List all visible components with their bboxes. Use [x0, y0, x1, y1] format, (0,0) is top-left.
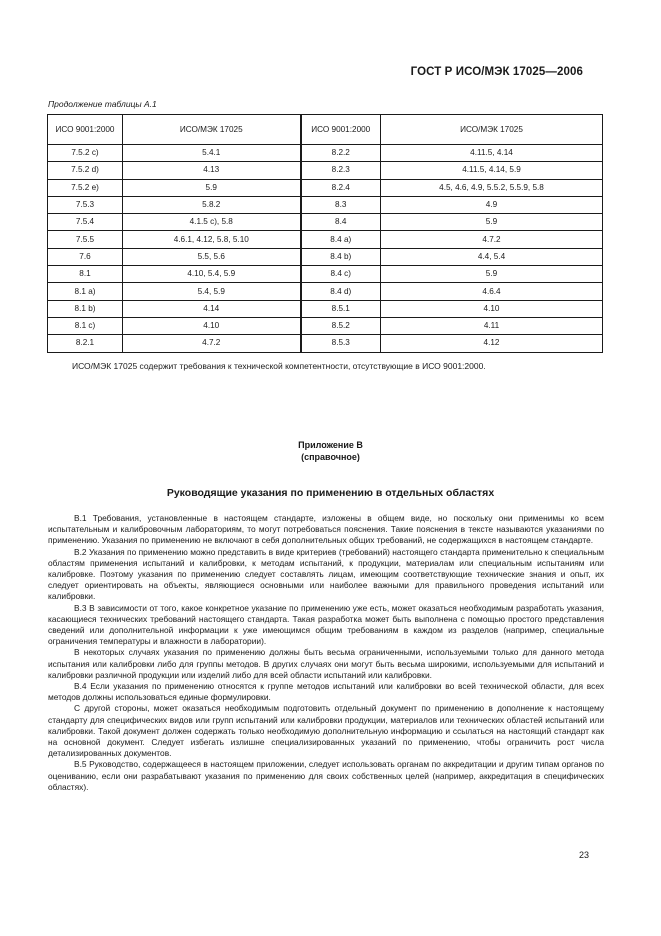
table-cell: 4.6.1, 4.12, 5.8, 5.10	[123, 231, 301, 248]
table-cell: 4.7.2	[123, 335, 301, 352]
table-row	[48, 317, 603, 334]
table-cell: 7.5.2 е)	[48, 179, 123, 196]
paragraph: В.1 Требования, установленные в настоящем стандарте, изложены в общем виде, но поскольку они применимы ко всем испытательным и калибровочным лабораториям, то могут потребоваться пояснения. Такие пояснения в тексте называются указаниями по применению. Указания по применению не включают в себя дополнительных общих требований, не содержащихся в настоящем стандарте.	[48, 513, 604, 546]
table-cell: 8.4 b)	[301, 248, 381, 265]
table-cell: 8.3	[301, 196, 381, 213]
table-cell: 5.9	[381, 214, 603, 231]
table-cell: 4.10, 5.4, 5.9	[123, 266, 301, 283]
paragraph: С другой стороны, может оказаться необходимым подготовить отдельный документ по применению в дополнение к настоящему стандарту для специфических видов или групп испытаний или калибровки продукции, материалов или технических областей испытаний или калибровки. Такой документ должен содержать только необходимую дополнительную информацию и ссылаться на настоящий стандарт как на основной документ. Следует избегать излишне специализированных указаний по применению, чтобы ограничить рост числа детализированных документов.	[48, 703, 604, 759]
table-cell: 4.4, 5.4	[381, 248, 603, 265]
table-row	[48, 196, 603, 213]
table-row	[48, 214, 603, 231]
table-cell: 4.11.5, 4.14	[381, 145, 603, 162]
paragraph: В.4 Если указания по применению относятся к группе методов испытаний или калибровки во всей технической области, для всех методов должны использоваться единые формулировки.	[48, 681, 604, 703]
table-row	[48, 248, 603, 265]
table-cell: 8.5.1	[301, 300, 381, 317]
table-cell: 5.9	[381, 266, 603, 283]
table-cell: 4.5, 4.6, 4.9, 5.5.2, 5.5.9, 5.8	[381, 179, 603, 196]
table-row	[48, 266, 603, 283]
table-cell: 8.1	[48, 266, 123, 283]
appendix-heading: Руководящие указания по применению в отдельных областях	[166, 487, 495, 499]
table-cell: 8.1 с)	[48, 317, 123, 334]
table-cell: 4.6.4	[381, 283, 603, 300]
paragraph: В.2 Указания по применению можно представить в виде критериев (требований) настоящего стандарта применительно к специальным областям применения испытаний и калибровки, к методам испытаний, к продукции, материалам или специальным испытаниям или калибровке. Поэтому указания по применению следует составлять лицам, имеющим соответствующие технические знания и опыт, их следует ориентировать на объекты, являющиеся основными или наиболее важными для правильного проведения испытаний или калибровки.	[48, 546, 604, 602]
table-header-cell: ИСО/МЭК 17025	[381, 115, 603, 145]
table-cell: 4.14	[123, 300, 301, 317]
table-row	[48, 283, 603, 300]
table-cell: 8.2.3	[301, 162, 381, 179]
table-cell: 7.5.3	[48, 196, 123, 213]
table-cell: 8.2.2	[301, 145, 381, 162]
table-header-row	[48, 115, 603, 145]
table-cell: 4.9	[381, 196, 603, 213]
table-cell: 5.4.1	[123, 145, 301, 162]
table-cell: 4.10	[381, 300, 603, 317]
table-cell: 5.8.2	[123, 196, 301, 213]
table-cell: 8.4 с)	[301, 266, 381, 283]
table-cell: 8.2.1	[48, 335, 123, 352]
table-header-cell: ИСО 9001:2000	[48, 115, 123, 145]
body-text	[48, 513, 604, 793]
table-cell: 7.5.4	[48, 214, 123, 231]
table-cell: 5.5, 5.6	[123, 248, 301, 265]
table-header-cell: ИСО/МЭК 17025	[123, 115, 301, 145]
table-cell: 5.4, 5.9	[123, 283, 301, 300]
table-cell: 8.4	[301, 214, 381, 231]
table-cell: 5.9	[123, 179, 301, 196]
table-row	[48, 145, 603, 162]
table-cell: 8.4 а)	[301, 231, 381, 248]
table-note: ИСО/МЭК 17025 содержит требования к технической компетентности, отсутствующие в ИСО 9001:2000.	[72, 361, 486, 371]
table-cell: 4.12	[381, 335, 603, 352]
table-header-cell: ИСО 9001:2000	[301, 115, 381, 145]
table-cell: 8.1 а)	[48, 283, 123, 300]
table-cell: 4.11.5, 4.14, 5.9	[381, 162, 603, 179]
table-cell: 8.1 b)	[48, 300, 123, 317]
table-cell: 4.13	[123, 162, 301, 179]
table-cell: 8.5.3	[301, 335, 381, 352]
paragraph: В.3 В зависимости от того, какое конкретное указание по применению уже есть, может оказаться необходимым разработать указания, касающиеся технических требований настоящего стандарта. Такая разработка может быть выполнена с помощью простого представления сведений или дополнительной информации к уже имеющимся общим требованиям в каждом из разделов (например, специальные ограничения температуры и влажности в лаборатории).	[48, 602, 604, 647]
table-cell: 4.10	[123, 317, 301, 334]
page-number: 23	[578, 850, 589, 860]
table-cell: 8.4 d)	[301, 283, 381, 300]
table-cell: 4.1.5 с), 5.8	[123, 214, 301, 231]
table-row	[48, 231, 603, 248]
table-row	[48, 300, 603, 317]
table-cell: 8.5.2	[301, 317, 381, 334]
table-row	[48, 179, 603, 196]
appendix-subtitle: (справочное)	[301, 452, 360, 462]
correspondence-table	[47, 114, 603, 353]
table-cell: 7.5.2 с)	[48, 145, 123, 162]
table-cell: 7.6	[48, 248, 123, 265]
paragraph: В некоторых случаях указания по применению должны быть весьма ограниченными, используемыми только для данного метода испытания или калибровки либо для группы методов. В других случаях они могут быть весьма широкими, используемыми для испытаний и калибровки различной продукции или изделий либо для всей области испытаний или калибровки.	[48, 647, 604, 680]
table-cell: 7.5.2 d)	[48, 162, 123, 179]
paragraph: В.5 Руководство, содержащееся в настоящем приложении, следует использовать органам по аккредитации и другим типам органов по оцениванию, если они разрабатывают указания по применению для своих собственных целей (например, аккредитация в специфических областях).	[48, 759, 604, 792]
standard-title: ГОСТ Р ИСО/МЭК 17025—2006	[410, 66, 583, 78]
table-row	[48, 162, 603, 179]
appendix-title: Приложение В	[298, 440, 363, 450]
table-cell: 8.2.4	[301, 179, 381, 196]
table-cell: 4.7.2	[381, 231, 603, 248]
table-row	[48, 335, 603, 352]
table-caption: Продолжение таблицы А.1	[48, 99, 157, 109]
table-cell: 4.11	[381, 317, 603, 334]
table-cell: 7.5.5	[48, 231, 123, 248]
